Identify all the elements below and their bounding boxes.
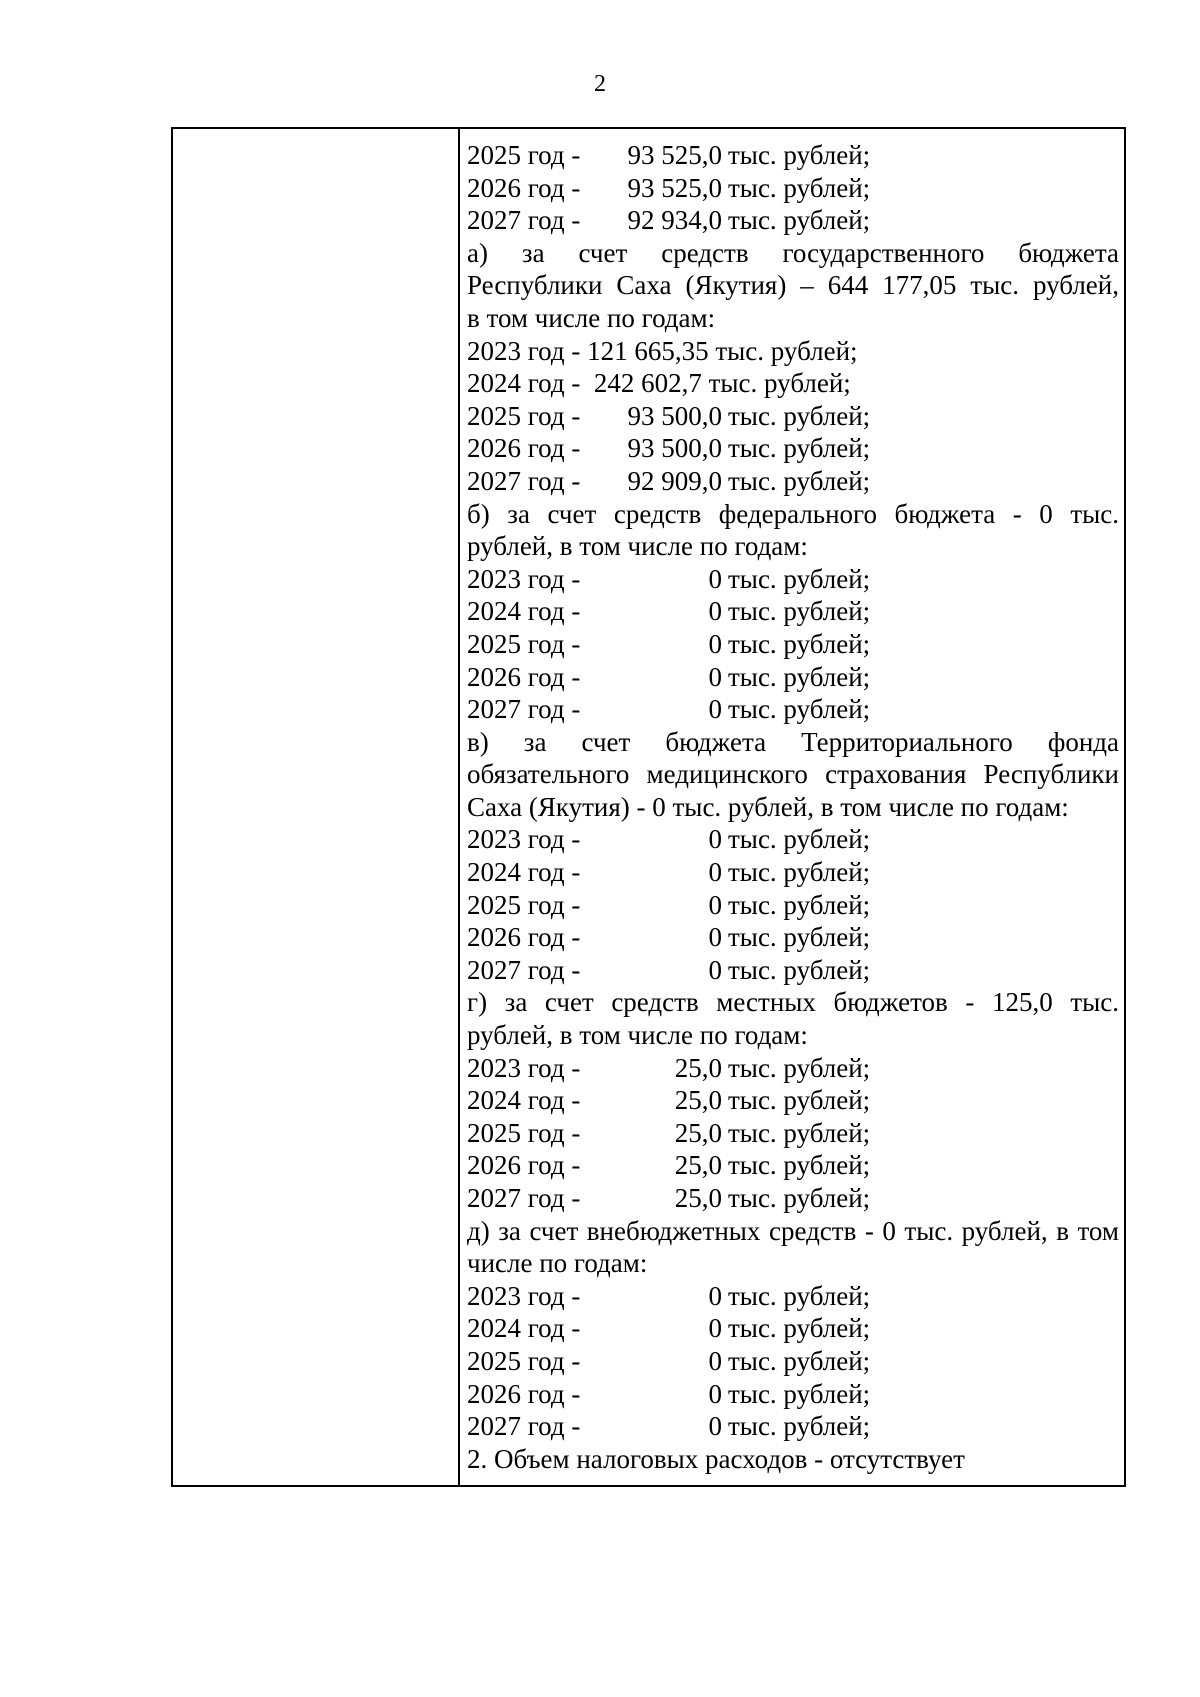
- passport-table: [171, 127, 1126, 1487]
- section-heading-cont: Республики Саха (Якутия) – 644 177,05 тыс. рублей,: [467, 270, 1119, 301]
- total-funding-rows: [467, 139, 1119, 237]
- list-item: 2024 год - 242 602,7 тыс. рублей;: [467, 368, 851, 399]
- list-item: 2024 год - 0 тыс. рублей;: [467, 596, 871, 627]
- section-heading: д) за счет внебюджетных средств - 0 тыс. рублей, в том: [467, 1215, 1119, 1246]
- table-left-cell: [173, 129, 460, 1485]
- list-item: 2027 год - 0 тыс. рублей;: [467, 1411, 871, 1442]
- list-item: 2025 год - 0 тыс. рублей;: [467, 889, 871, 920]
- section-heading-cont: в том числе по годам:: [467, 302, 716, 333]
- list-item: 2027 год - 92 909,0 тыс. рублей;: [467, 465, 871, 496]
- list-item: 2023 год - 25,0 тыс. рублей;: [467, 1052, 871, 1083]
- list-item: 2025 год - 0 тыс. рублей;: [467, 1345, 871, 1376]
- list-item: 2027 год - 0 тыс. рублей;: [467, 694, 871, 725]
- list-item: 2026 год - 25,0 тыс. рублей;: [467, 1150, 871, 1181]
- list-item: 2024 год - 0 тыс. рублей;: [467, 857, 871, 888]
- list-item: 2024 год - 0 тыс. рублей;: [467, 1313, 871, 1344]
- extra-budgetary-section: [467, 1215, 1119, 1443]
- list-item: 2026 год - 0 тыс. рублей;: [467, 1378, 871, 1409]
- list-item: 2024 год - 25,0 тыс. рублей;: [467, 1085, 871, 1116]
- section-heading: б) за счет средств федерального бюджета - 0 тыс.: [467, 498, 1119, 529]
- list-item: 2027 год - 92 934,0 тыс. рублей;: [467, 205, 871, 236]
- federal-budget-section: [467, 498, 1119, 726]
- state-budget-section: [467, 237, 1119, 498]
- list-item: 2025 год - 0 тыс. рублей;: [467, 628, 871, 659]
- local-budgets-section: [467, 986, 1119, 1214]
- table-right-cell: [467, 139, 1119, 1475]
- section-heading-cont: рублей, в том числе по годам:: [467, 531, 808, 562]
- list-item: 2026 год - 93 500,0 тыс. рублей;: [467, 433, 871, 464]
- list-item: 2026 год - 0 тыс. рублей;: [467, 922, 871, 953]
- section-heading: а) за счет средств государственного бюджета: [467, 237, 1119, 268]
- list-item: 2027 год - 25,0 тыс. рублей;: [467, 1183, 871, 1213]
- section-heading: в) за счет бюджета Территориального фонда: [467, 726, 1119, 757]
- section-heading-cont: Саха (Якутия) - 0 тыс. рублей, в том числе по годам:: [467, 791, 1069, 822]
- tax-expenses-note: 2. Объем налоговых расходов - отсутствует: [467, 1443, 965, 1474]
- list-item: 2023 год - 0 тыс. рублей;: [467, 824, 871, 855]
- list-item: 2023 год - 0 тыс. рублей;: [467, 1280, 871, 1311]
- list-item: 2025 год - 93 525,0 тыс. рублей;: [467, 140, 871, 170]
- section-heading-cont: рублей, в том числе по годам:: [467, 1020, 808, 1051]
- section-heading-cont: числе по годам:: [467, 1248, 648, 1279]
- oms-fund-section: [467, 726, 1119, 987]
- list-item: 2025 год - 25,0 тыс. рублей;: [467, 1117, 871, 1148]
- list-item: 2027 год - 0 тыс. рублей;: [467, 954, 871, 985]
- list-item: 2023 год - 121 665,35 тыс. рублей;: [467, 335, 858, 366]
- section-heading-cont: обязательного медицинского страхования Республики: [467, 759, 1119, 790]
- section-heading: г) за счет средств местных бюджетов - 125,0 тыс.: [467, 987, 1119, 1018]
- list-item: 2025 год - 93 500,0 тыс. рублей;: [467, 400, 871, 431]
- page-number: 2: [594, 71, 606, 97]
- list-item: 2026 год - 0 тыс. рублей;: [467, 661, 871, 692]
- list-item: 2026 год - 93 525,0 тыс. рублей;: [467, 172, 871, 203]
- list-item: 2023 год - 0 тыс. рублей;: [467, 563, 871, 594]
